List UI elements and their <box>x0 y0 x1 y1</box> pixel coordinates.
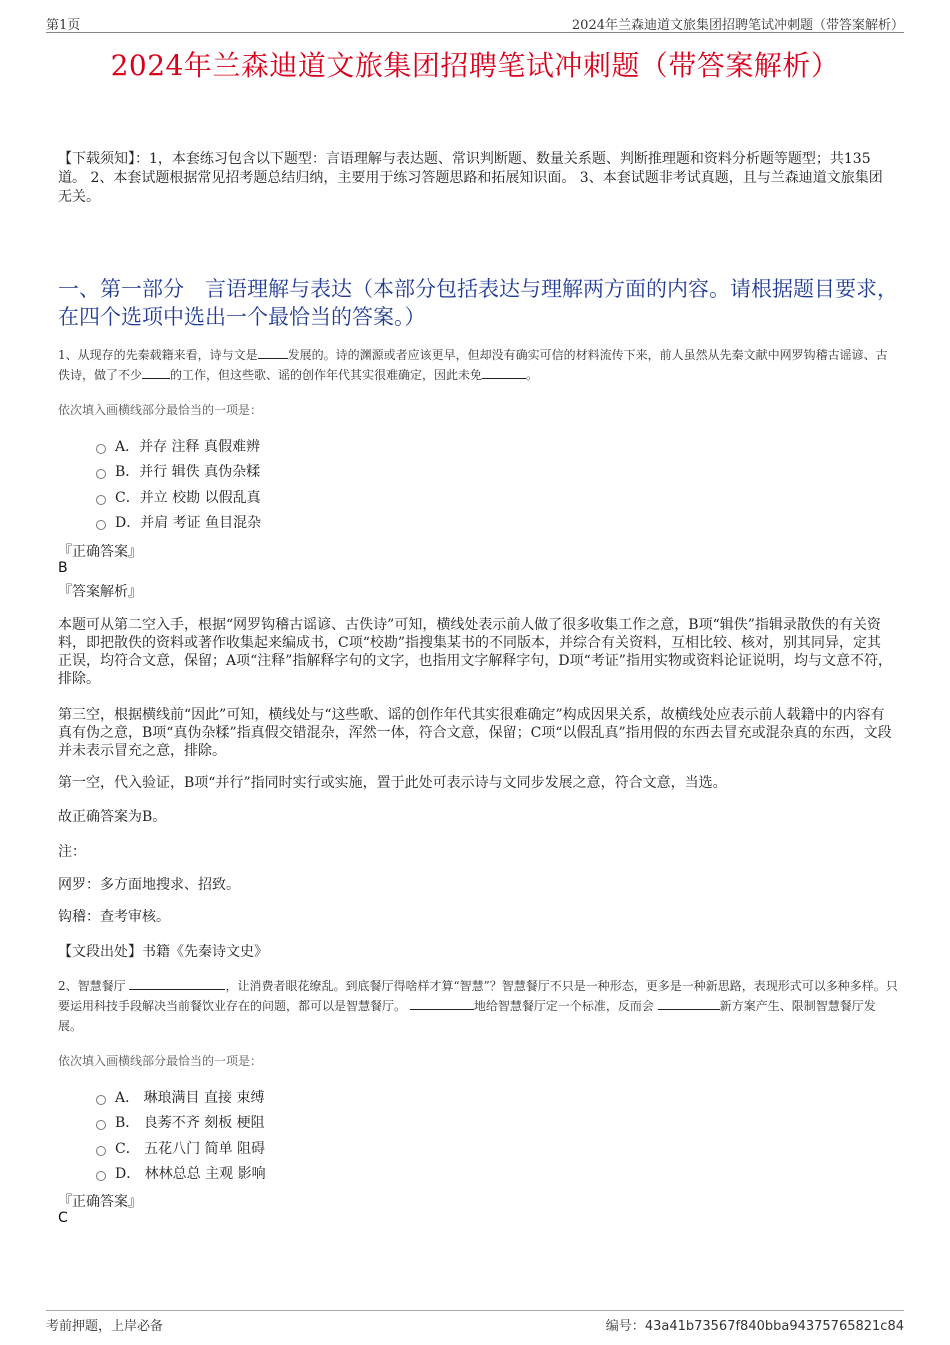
analysis-note: 网罗：多方面地搜求、招致。 <box>58 877 240 893</box>
blank-2 <box>410 996 474 1010</box>
correct-answer-label: 『正确答案』 <box>58 1194 142 1210</box>
page-footer <box>46 1310 904 1337</box>
option-b[interactable]: B． 良莠不齐 刻板 梗阻 <box>96 1110 266 1136</box>
text-source: 【文段出处】书籍《先秦诗文史》 <box>58 944 268 960</box>
question-1-prompt: 依次填入画横线部分最恰当的一项是： <box>58 403 263 417</box>
page-header <box>46 10 904 33</box>
option-a[interactable]: A． 琳琅满目 直接 束缚 <box>96 1084 266 1110</box>
option-c[interactable]: C． 五花八门 简单 阻碍 <box>96 1135 266 1161</box>
download-notice: 【下载须知】：1，本套练习包含以下题型：言语理解与表达题、常识判断题、数量关系题、判断推理题和资料分析题等题型；共135道。 2、本套试题根据常见招考题总结归纳，主要用于练习答题思路和拓展知识面。 3、本套试题非考试真题，且与兰森迪道文旅集团无关。 <box>58 151 883 205</box>
radio-icon[interactable] <box>96 1146 106 1156</box>
option-b[interactable]: B．并行 辑佚 真伪杂糅 <box>96 459 261 485</box>
question-1-options <box>96 433 261 535</box>
correct-answer-value: B <box>58 560 68 576</box>
radio-icon[interactable] <box>96 520 106 530</box>
question-2-stem: 2、智慧餐厅 ，让消费者眼花缭乱。到底餐厅得啥样才算“智慧”？智慧餐厅不只是一种形态，更多是一种新思路，表现形式可以多种多样。只要运用科技手段解决当前餐饮业存在的问题，都可以是智慧餐厅。 地给智慧餐厅定一个标准，反而会 新方案产生、限制智慧餐厅发展。 <box>58 976 898 1036</box>
radio-icon[interactable] <box>96 1171 106 1181</box>
option-d[interactable]: D．并肩 考证 鱼目混杂 <box>96 510 261 536</box>
header-doc-title: 2024年兰森迪道文旅集团招聘笔试冲刺题（带答案解析） <box>571 18 904 33</box>
page-number: 第1页 <box>46 18 81 33</box>
footer-code: 编号：43a41b73567f840bba94375765821c84 <box>605 1319 904 1334</box>
radio-icon[interactable] <box>96 1120 106 1130</box>
correct-answer-label: 『正确答案』 <box>58 544 142 560</box>
blank-1 <box>129 976 225 990</box>
radio-icon[interactable] <box>96 495 106 505</box>
question-1-stem: 1、从现存的先秦载籍来看，诗与文是 发展的。诗的渊源或者应该更早，但却没有确实可信的材料流传下来，前人虽然从先秦文献中网罗钩稽古谣谚、古佚诗，做了不少 的工作，但这些歌、谣的创作年代其实很难确定，因此未免 。 <box>58 345 898 385</box>
blank-3 <box>658 996 720 1010</box>
radio-icon[interactable] <box>96 469 106 479</box>
analysis-paragraph: 本题可从第二空入手，根据“网罗钩稽古谣谚、古佚诗”可知，横线处表示前人做了很多收集工作之意，B项“辑佚”指辑录散佚的有关资料，即把散佚的资料或著作收集起来编成书，C项“校勘”指搜集某书的不同版本，并综合有关资料，互相比较、核对，别其同异，定其正误，均符合文意，保留；A项“注释”指解释字句的文字，也指用文字解释字句，D项“考证”指用实物或资料论证说明，均与文意不符，排除。 <box>58 617 892 687</box>
section-heading: 一、第一部分 言语理解与表达（本部分包括表达与理解两方面的内容。请根据题目要求，在四个选项中选出一个最恰当的答案。） <box>58 277 898 329</box>
analysis-note-label: 注： <box>58 844 86 860</box>
radio-icon[interactable] <box>96 444 106 454</box>
blank-3 <box>482 365 526 379</box>
blank-1 <box>258 345 288 359</box>
option-a[interactable]: A．并存 注释 真假难辨 <box>96 433 261 459</box>
correct-answer-value: C <box>58 1210 68 1226</box>
document-title: 2024年兰森迪道文旅集团招聘笔试冲刺题（带答案解析） <box>110 49 840 82</box>
analysis-paragraph: 第一空，代入验证，B项“并行”指同时实行或实施，置于此处可表示诗与文同步发展之意，符合文意，当选。 <box>58 775 727 791</box>
radio-icon[interactable] <box>96 1095 106 1105</box>
option-c[interactable]: C．并立 校勘 以假乱真 <box>96 484 261 510</box>
blank-2 <box>142 365 170 379</box>
analysis-label: 『答案解析』 <box>58 584 142 600</box>
analysis-paragraph: 第三空，根据横线前“因此”可知，横线处与“这些歌、谣的创作年代其实很难确定”构成因果关系，故横线处应表示前人载籍中的内容有真有伪之意，B项“真伪杂糅”指真假交错混杂，浑然一体，符合文意，保留；C项“以假乱真”指用假的东西去冒充或混杂真的东西，文段并未表示冒充之意，排除。 <box>58 707 892 759</box>
option-d[interactable]: D． 林林总总 主观 影响 <box>96 1161 266 1187</box>
analysis-note: 钩稽：查考审核。 <box>58 909 170 925</box>
question-2-prompt: 依次填入画横线部分最恰当的一项是： <box>58 1054 263 1068</box>
question-2-options <box>96 1084 266 1186</box>
footer-slogan: 考前押题，上岸必备 <box>46 1319 164 1334</box>
analysis-conclusion: 故正确答案为B。 <box>58 809 167 825</box>
